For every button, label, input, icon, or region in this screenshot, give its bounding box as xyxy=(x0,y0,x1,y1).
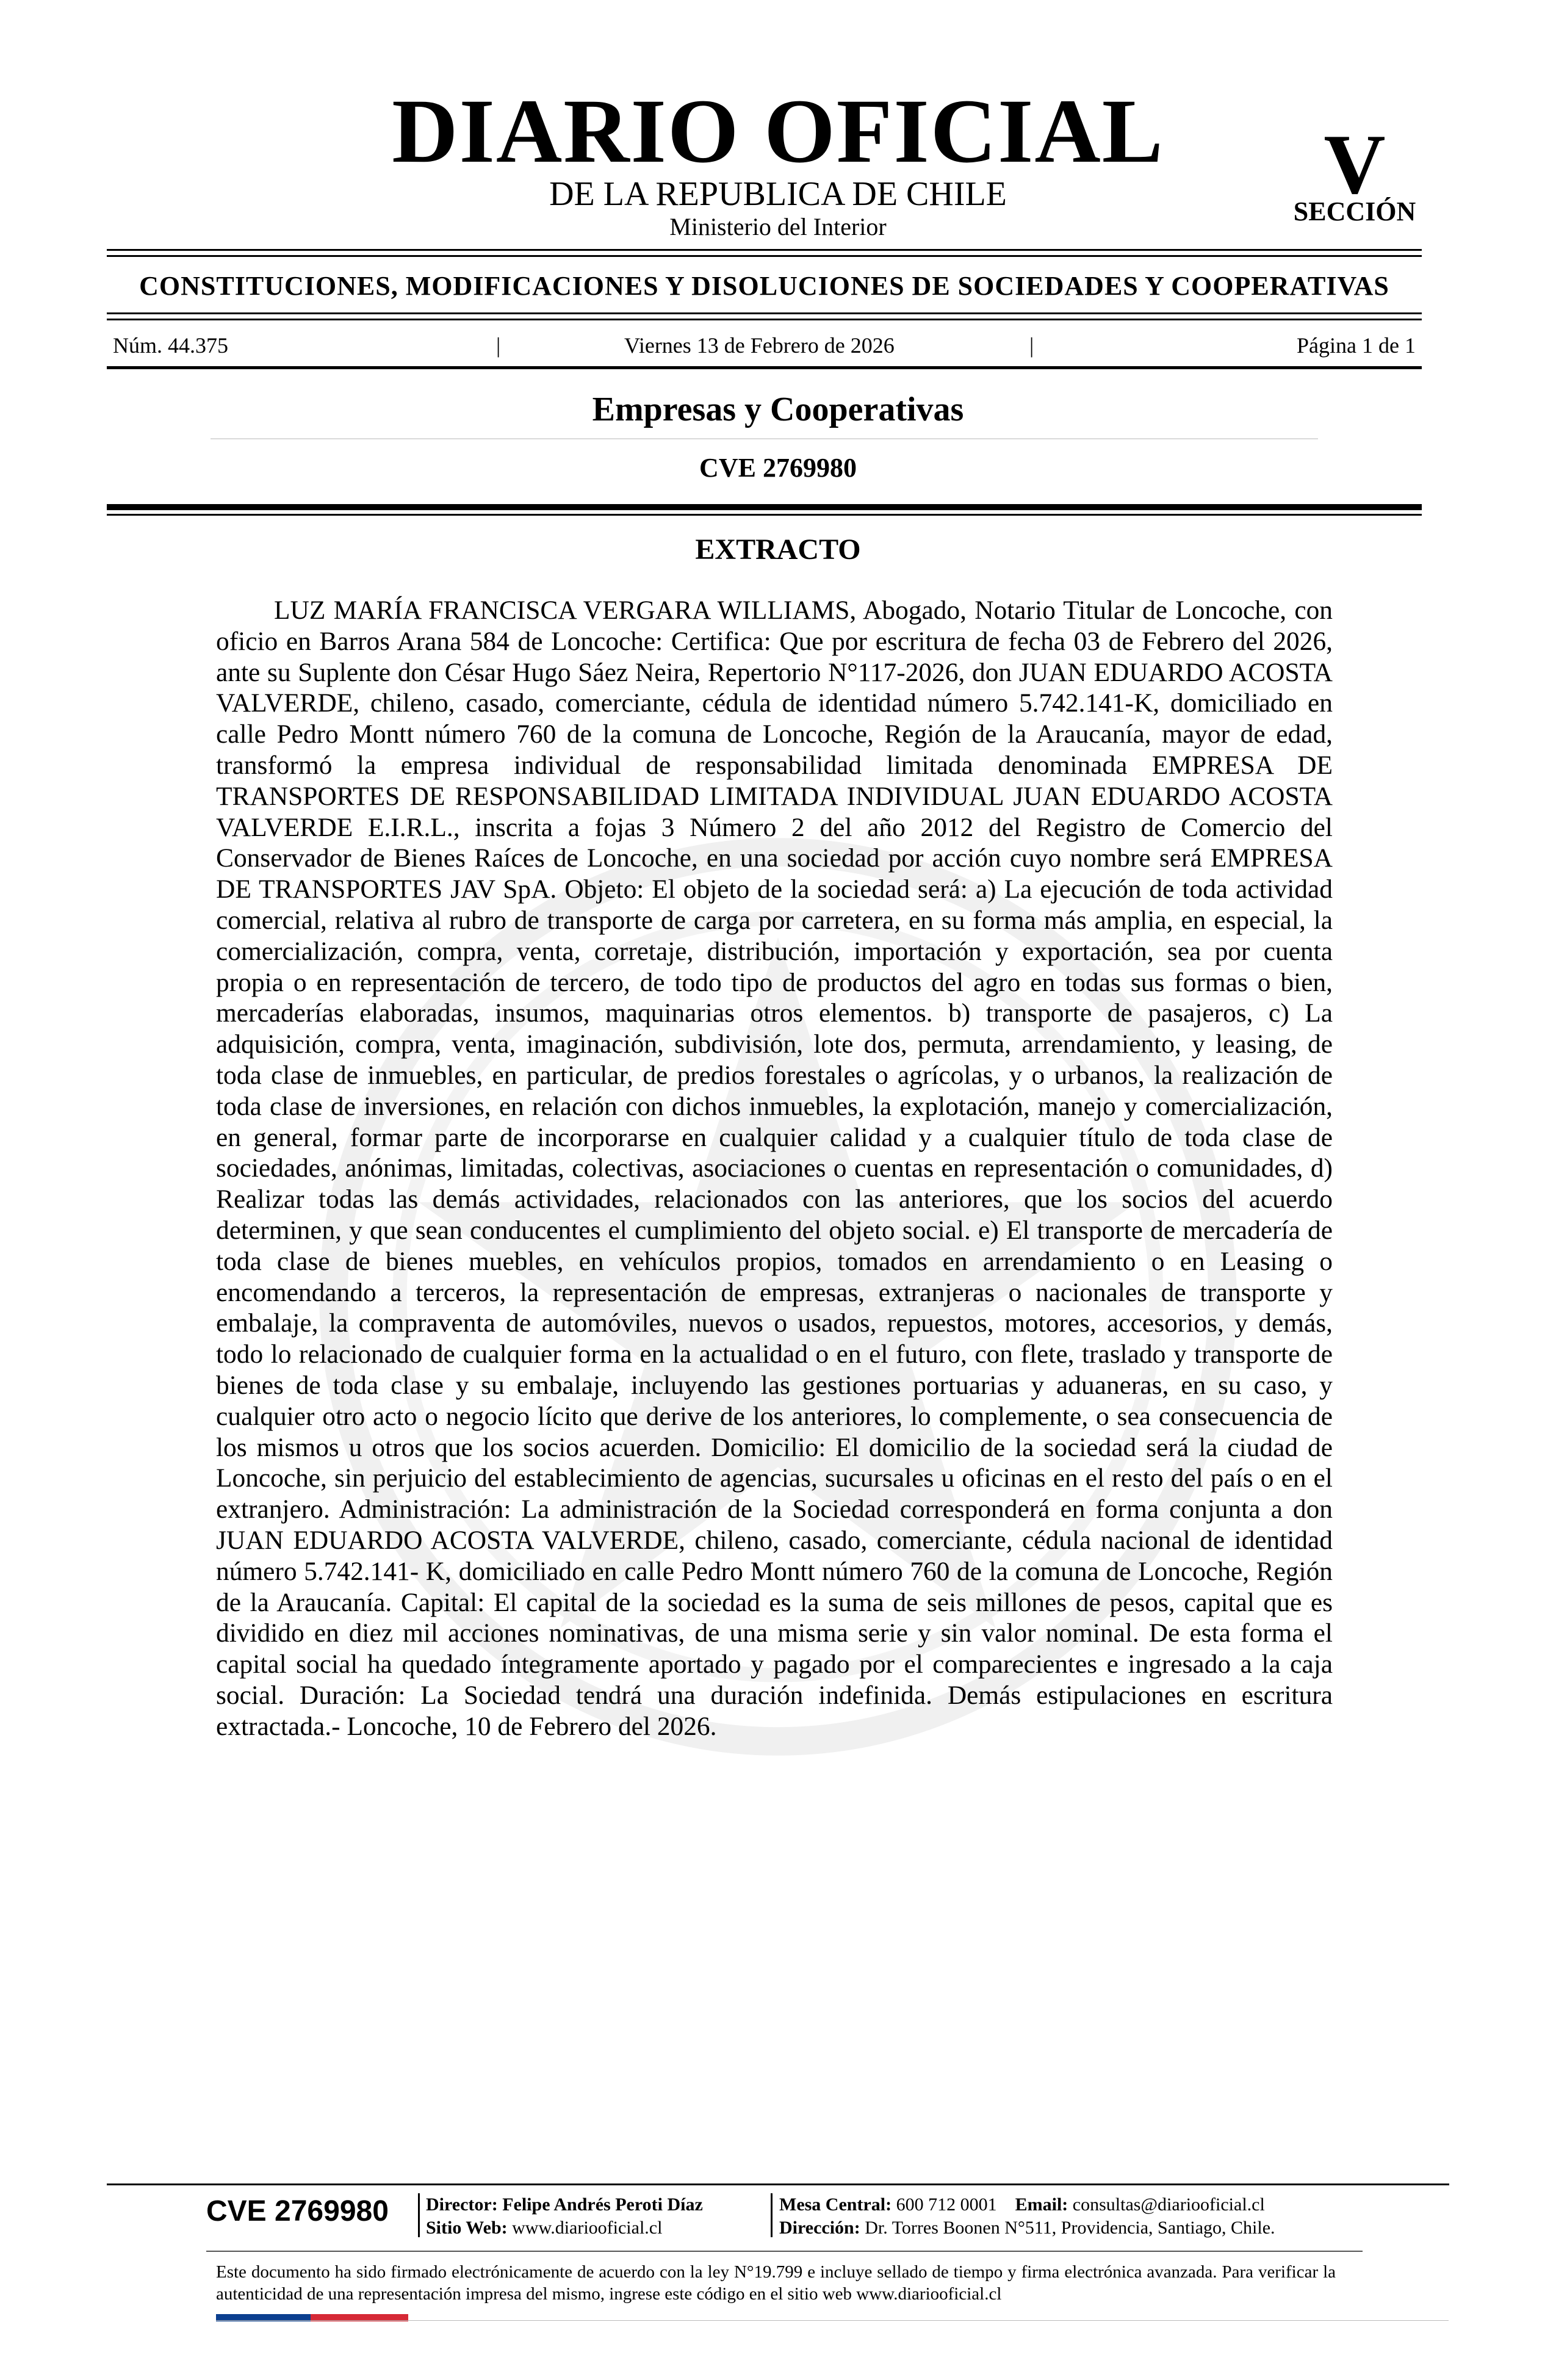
director-label: Director: xyxy=(426,2194,498,2215)
email-link[interactable]: consultas@diariooficial.cl xyxy=(1072,2194,1265,2215)
website-link[interactable]: www.diariooficial.cl xyxy=(512,2218,663,2238)
category-title: Empresas y Cooperativas xyxy=(592,391,964,428)
footer-separator xyxy=(771,2193,773,2237)
masthead-ministry: Ministerio del Interior xyxy=(669,213,887,240)
divider xyxy=(211,438,1318,439)
divider xyxy=(107,504,1422,510)
body-text: LUZ MARÍA FRANCISCA VERGARA WILLIAMS, Abogado, Notario Titular de Loncoche, con oficio en Barros Arana 584 de Loncoche: Certifica: Que por escritura de fecha 03 de Febrero del 2026, ante su Suplente don César Hugo Sáez Neira, Repertorio N°117-2026, don JUAN EDUARDO ACOSTA VALVERDE, chileno, casado, comerciante, cédula de identidad número 5.742.141-K, domiciliado en calle Pedro Montt número 760 de la comuna de Loncoche, Región de la Araucanía, mayor de edad, transformó la empresa individual de responsabilidad limitada denominada EMPRESA DE TRANSPORTES DE RESPONSABILIDAD LIMITADA INDIVIDUAL JUAN EDUARDO ACOSTA VALVERDE E.I.R.L., inscrita a fojas 3 Número 2 del año 2012 del Registro de Comercio del Conservador de Bienes Raíces de Loncoche, en una sociedad por acción cuyo nombre será EMPRESA DE TRANSPORTES JAV SpA. Objeto: El objeto de la sociedad será: a) La ejecución de toda actividad comercial, relativa al rubro de transporte de carga por carretera, en su forma más amplia, en especial, la comercialización, compra, venta, corretaje, distribución, importación y exportación, sea por cuenta propia o en representación de tercero, de todo tipo de productos del agro en todas sus formas o bien, mercaderías elaboradas, insumos, maquinarias otros elementos. b) transporte de pasajeros, c) La adquisición, compra, venta, imaginación, subdivisión, lote dos, permuta, arrendamiento, y leasing, de toda clase de inmuebles, en particular, de predios forestales o agrícolas, y o urbanos, la realización de toda clase de inversiones, en relación con dichos inmuebles, la explotación, manejo y comercialización, en general, formar parte de incorporarse en cualquier calidad y a cualquier título de toda clase de sociedades, anónimas, limitadas, colectivas, asociaciones o cuentas en representación o comunidades, d) Realizar todas las demás actividades, relacionados con las anteriores, que los socios del acuerdo determinen, y que sean conducentes el cumplimiento del objeto social. e) El transporte de mercadería de toda clase de bienes muebles, en vehículos propios, tomados en arrendamiento o en Leasing o encomendando a terceros, la representación de empresas, extranjeras o nacionales de transporte y embalaje, la compraventa de automóviles, nuevos o usados, repuestos, motores, accesorios, y demás, todo lo relacionado de cualquier forma en la actualidad o en el futuro, con flete, traslado y transporte de bienes de toda clase y su embalaje, incluyendo las gestiones portuarias y aduaneras, en su caso, y cualquier otro acto o negocio lícito que derive de los anteriores, lo complemente, o sea consecuencia de los mismos u otros que los socios acuerden. Domicilio: El domicilio de la sociedad será la ciudad de Loncoche, sin perjuicio del establecimiento de agencias, sucursales u oficinas en el resto del país o en el extranjero. Administración: La administración de la Sociedad corresponderá en forma conjunta a don JUAN EDUARDO ACOSTA VALVERDE, chileno, casado, comerciante, cédula nacional de identidad número 5.742.141- K, domiciliado en calle Pedro Montt número 760 de la comuna de Loncoche, Región de la Araucanía. Capital: El capital de la sociedad es la suma de seis millones de pesos, capital que es dividido en diez mil acciones nominativas, de una misma serie y sin valor nominal. De esta forma el capital social ha quedado íntegramente aportado y pagado por el comparecientes e ingresado a la caja social. Duración: La Sociedad tendrá una duración indefinida. Demás estipulaciones en escritura extractada.- Loncoche, 10 de Febrero del 2026. xyxy=(216,596,1333,1741)
issue-date: Viernes 13 de Febrero de 2026 xyxy=(624,333,895,358)
divider xyxy=(107,514,1422,516)
email-label: Email: xyxy=(1015,2194,1068,2215)
issue-number: Núm. 44.375 xyxy=(113,333,228,358)
issue-separator: | xyxy=(496,333,501,358)
flag-stripe-line xyxy=(216,2320,1449,2321)
footer-divider xyxy=(107,2183,1449,2185)
masthead-title: DIARIO OFICIAL xyxy=(392,81,1164,182)
divider xyxy=(107,366,1422,369)
document-title: EXTRACTO xyxy=(695,533,861,566)
director-name: Felipe Andrés Peroti Díaz xyxy=(502,2194,703,2215)
phone-number: 600 712 0001 xyxy=(896,2194,997,2215)
footer-cve: CVE 2769980 xyxy=(206,2195,389,2227)
footer-separator xyxy=(418,2193,420,2237)
address-text: Dr. Torres Boonen N°511, Providencia, Santiago, Chile. xyxy=(865,2218,1275,2238)
divider xyxy=(107,255,1422,257)
phone-label: Mesa Central: xyxy=(779,2194,892,2215)
footer-contact-right xyxy=(779,2193,1275,2240)
website-label: Sitio Web: xyxy=(426,2218,508,2238)
footer-divider xyxy=(206,2251,1363,2252)
divider xyxy=(107,312,1422,314)
section-heading: CONSTITUCIONES, MODIFICACIONES Y DISOLUCIONES DE SOCIEDADES Y COOPERATIVAS xyxy=(139,271,1389,301)
issue-separator: | xyxy=(1029,333,1034,358)
divider xyxy=(107,319,1422,320)
divider xyxy=(107,249,1422,251)
section-letter: V xyxy=(1324,117,1386,212)
cve-code: CVE 2769980 xyxy=(699,453,857,483)
issue-page: Página 1 de 1 xyxy=(1297,333,1416,358)
section-label: SECCIÓN xyxy=(1293,197,1416,226)
footer-note: Este documento ha sido firmado electrónicamente de acuerdo con la ley N°19.799 e incluye sellado de tiempo y firma electrónica avanzada. Para verificar la autenticidad de una representación impresa del mismo, ingrese este código en el sitio web www.diariooficial.cl xyxy=(216,2262,1336,2304)
footer-contact-left xyxy=(426,2193,703,2240)
masthead-subtitle: DE LA REPUBLICA DE CHILE xyxy=(549,175,1007,213)
address-label: Dirección: xyxy=(779,2218,860,2238)
